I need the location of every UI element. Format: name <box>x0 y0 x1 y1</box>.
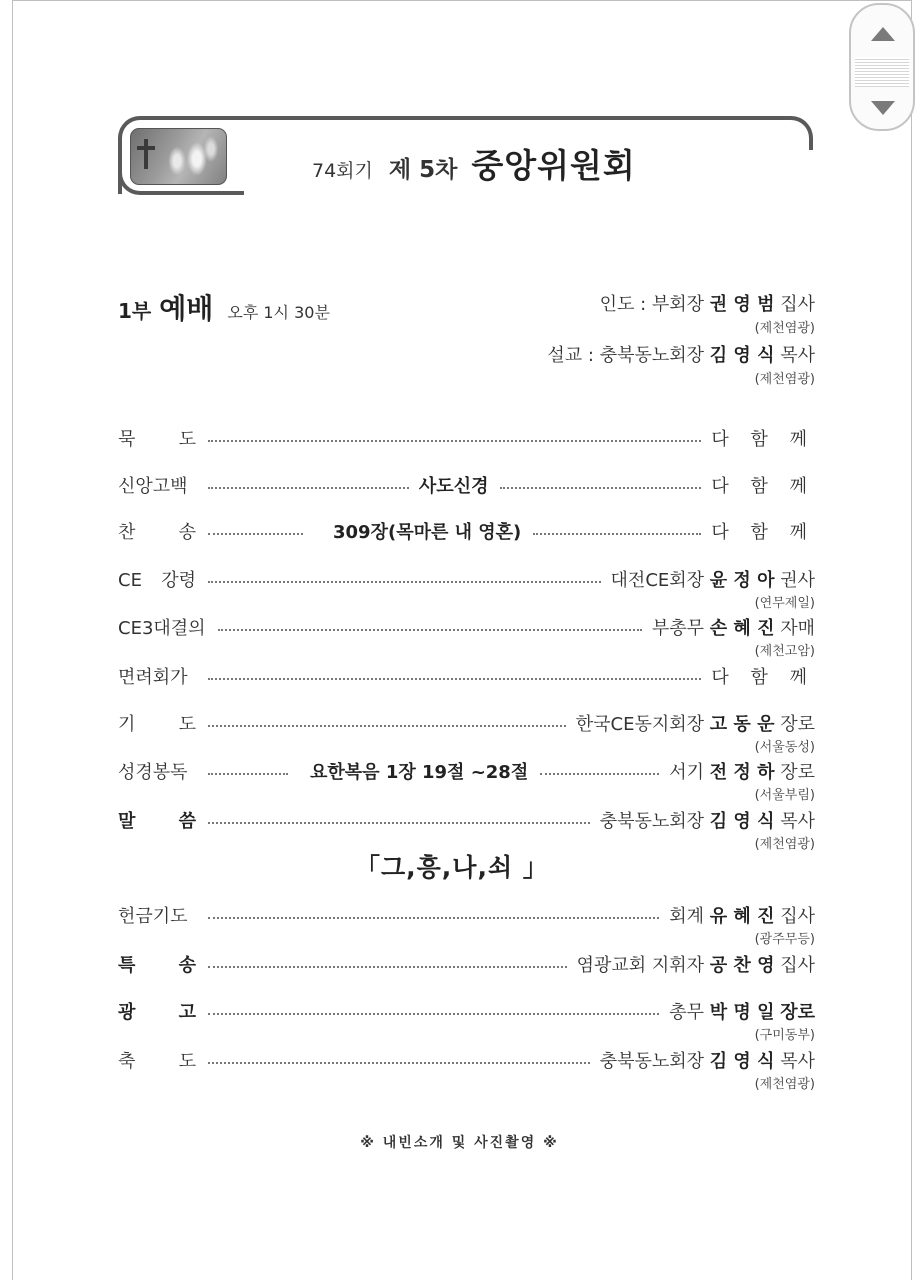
part-time: 오후 1시 30분 <box>227 303 330 322</box>
program-performer <box>669 902 815 928</box>
performer-name: 유 혜 진 <box>709 906 775 927</box>
performer-title: 집사 <box>780 906 815 927</box>
cross-bar <box>137 146 155 150</box>
program-row <box>118 1046 815 1092</box>
page-title <box>312 140 636 190</box>
program-content: 사도신경 <box>418 476 489 497</box>
performer-church: (서울부림) <box>754 788 815 803</box>
program-performer <box>600 1047 815 1073</box>
program-content: 요한복음 1장 19절 ~28절 <box>310 762 529 783</box>
leader-church: (제천염광) <box>754 372 815 387</box>
leader-presider <box>600 290 815 336</box>
sermon-title: 「그,흥,나,쇠 」 <box>355 853 549 882</box>
performer-title: 장로 <box>780 1002 815 1023</box>
program-label: 광 고 <box>118 1002 196 1023</box>
program-row <box>118 709 815 755</box>
program-row <box>118 806 815 852</box>
program-performer: 다 함 께 <box>711 667 815 688</box>
performer-role: 한국CE동지회장 <box>575 714 705 735</box>
performer-title: 집사 <box>780 955 815 976</box>
program-label: 특 송 <box>118 955 196 976</box>
dot-leader <box>208 917 659 919</box>
program-performer <box>669 998 815 1024</box>
program-row <box>118 950 815 978</box>
performer-name: 박 명 일 <box>709 1002 775 1023</box>
program-label: 신앙고백 <box>118 476 188 497</box>
performer-role: 염광교회 지휘자 <box>576 955 705 976</box>
meeting-name: 중앙위원회 <box>471 146 636 185</box>
scroll-grip[interactable] <box>855 57 909 87</box>
program-performer <box>652 614 815 640</box>
performer-name: 전 정 하 <box>709 762 775 783</box>
performer-role: 회계 <box>669 906 705 927</box>
flower-cross-image <box>130 128 227 185</box>
cross-icon <box>144 139 148 169</box>
performer-title: 장로 <box>780 762 815 783</box>
dot-leader <box>208 966 567 968</box>
performer-church: (연무제일) <box>754 596 815 611</box>
program-label: 묵 도 <box>118 429 196 450</box>
program-row <box>118 757 815 803</box>
performer-title: 자매 <box>780 618 815 639</box>
part-label: 1부 <box>118 299 152 323</box>
dot-leader <box>208 1062 590 1064</box>
program-performer <box>576 710 815 736</box>
program-performer: 다 함 께 <box>711 429 815 450</box>
performer-name: 공 찬 영 <box>709 955 775 976</box>
performer-church: (광주무등) <box>754 932 815 947</box>
dot-leader <box>208 678 701 680</box>
performer-role: 충북동노회장 <box>599 811 705 832</box>
program-label: 말 씀 <box>118 811 196 832</box>
dot-leader <box>540 773 659 775</box>
program-performer: 다 함 께 <box>711 476 816 497</box>
scroll-up-arrow-icon[interactable] <box>871 27 895 41</box>
page-scroll-control[interactable] <box>849 3 915 131</box>
program-row <box>118 613 815 659</box>
dot-leader <box>208 581 601 583</box>
program-performer: 다 함 께 <box>711 522 815 543</box>
part-name: 예배 <box>159 292 214 325</box>
program-label: 찬 송 <box>118 522 196 543</box>
program-label: 성경봉독 <box>118 762 188 783</box>
meeting-round: 제 5차 <box>388 157 458 183</box>
dot-leader <box>208 533 303 535</box>
performer-role: 총무 <box>669 1002 705 1023</box>
dot-leader <box>208 725 566 727</box>
program-performer <box>600 807 815 833</box>
leader-role: 인도 : 부회장 <box>599 294 705 315</box>
scroll-down-arrow-icon[interactable] <box>871 101 895 115</box>
dot-leader <box>208 487 409 489</box>
performer-role: 충북동노회장 <box>599 1051 705 1072</box>
leader-name: 권 영 범 <box>709 294 775 315</box>
leader-role: 설교 : 충북동노회장 <box>547 345 705 366</box>
footer-note: ※ 내빈소개 및 사진촬영 ※ <box>360 1135 559 1151</box>
dot-leader <box>218 629 642 631</box>
performer-title: 목사 <box>780 811 815 832</box>
program-content: 309장(목마른 내 영혼) <box>333 522 522 543</box>
part1-heading <box>118 287 330 327</box>
performer-role: 부총무 <box>651 618 705 639</box>
performer-name: 손 혜 진 <box>709 618 775 639</box>
performer-church: (제천고암) <box>754 644 815 659</box>
performer-name: 고 동 운 <box>709 714 775 735</box>
performer-title: 장로 <box>780 714 815 735</box>
program-row <box>118 517 815 545</box>
program-label: CE 강령 <box>118 570 196 591</box>
dot-leader <box>500 487 701 489</box>
performer-church: (서울동성) <box>754 740 815 755</box>
program-row <box>118 997 815 1043</box>
leader-name: 김 영 식 <box>709 345 775 366</box>
program-performer <box>611 566 815 592</box>
performer-church: (구미동부) <box>754 1028 815 1043</box>
program-row <box>118 901 815 947</box>
performer-name: 김 영 식 <box>709 811 775 832</box>
program-row <box>118 471 815 499</box>
leader-title: 집사 <box>780 294 815 315</box>
program-performer <box>577 951 815 977</box>
performer-name: 윤 정 아 <box>709 570 775 591</box>
performer-church: (제천염광) <box>754 1077 815 1092</box>
program-label: 기 도 <box>118 714 196 735</box>
program-row <box>118 662 815 690</box>
program-label: 면려회가 <box>118 667 188 688</box>
performer-role: 서기 <box>669 762 705 783</box>
leader-preacher <box>547 341 815 387</box>
leader-church: (제천염광) <box>754 321 815 336</box>
title-frame-mask-right <box>816 150 826 200</box>
leader-title: 목사 <box>780 345 815 366</box>
dot-leader <box>533 533 701 535</box>
performer-title: 목사 <box>780 1051 815 1072</box>
performer-title: 권사 <box>780 570 815 591</box>
program-label: 축 도 <box>118 1051 196 1072</box>
performer-role: 대전CE회장 <box>610 570 705 591</box>
dot-leader <box>208 822 590 824</box>
performer-name: 김 영 식 <box>709 1051 775 1072</box>
program-row <box>118 424 815 452</box>
dot-leader <box>208 440 701 442</box>
program-label: 헌금기도 <box>118 906 188 927</box>
dot-leader <box>208 1013 659 1015</box>
session-number: 74회기 <box>312 160 373 182</box>
program-row <box>118 565 815 611</box>
program-performer <box>669 758 815 784</box>
dot-leader <box>208 773 288 775</box>
program-label: CE3대결의 <box>118 618 206 639</box>
performer-church: (제천염광) <box>754 837 815 852</box>
